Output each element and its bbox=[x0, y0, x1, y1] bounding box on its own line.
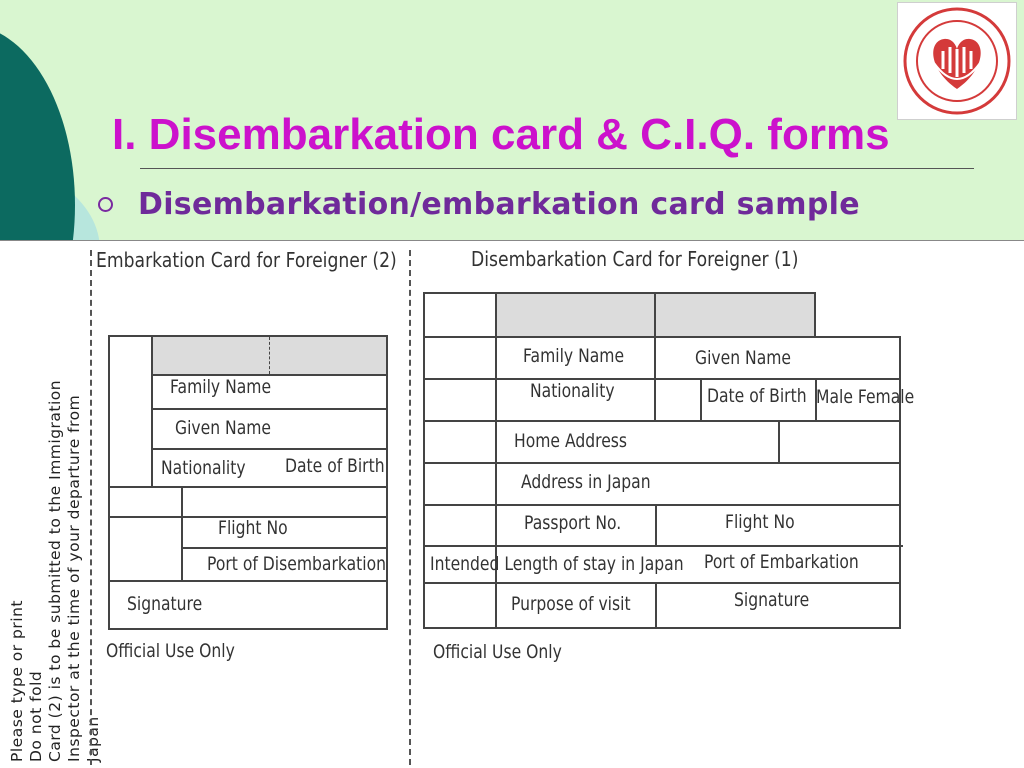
card1-grid-line bbox=[423, 336, 901, 338]
bullet-text: Disembarkation/embarkation card sample bbox=[138, 187, 860, 222]
side-note-line: Do not fold bbox=[27, 670, 45, 762]
bullet-marker bbox=[98, 197, 113, 212]
card1-grid-line bbox=[654, 292, 656, 420]
card2-grid-line bbox=[151, 335, 153, 487]
card1-grid-line bbox=[423, 504, 901, 506]
side-note-line: Japan bbox=[84, 716, 102, 762]
card1-grid-line bbox=[423, 378, 901, 380]
card2-flight-no-label: Flight No bbox=[218, 517, 288, 539]
side-note-line: Card (2) is to be submitted to the Immigration bbox=[46, 379, 64, 762]
card1-date-of-birth-label: Date of Birth bbox=[707, 385, 807, 407]
card1-grid-line bbox=[814, 292, 816, 338]
card1-grid-line bbox=[423, 420, 901, 422]
card1-home-address-label: Home Address bbox=[514, 430, 628, 452]
perforation-line-middle bbox=[409, 250, 411, 765]
perforation-line-left bbox=[90, 250, 92, 765]
card2-shaded-divider bbox=[269, 337, 270, 374]
card1-port-label: Port of Embarkation bbox=[704, 551, 859, 573]
card1-top-right-gap bbox=[898, 292, 902, 336]
card1-purpose-label: Purpose of visit bbox=[511, 593, 631, 615]
card1-given-name-label: Given Name bbox=[695, 347, 792, 369]
card2-date-of-birth-label: Date of Birth bbox=[285, 455, 385, 477]
card2-family-name-label: Family Name bbox=[170, 376, 272, 398]
card2-grid-line bbox=[181, 547, 387, 549]
card1-address-japan-label: Address in Japan bbox=[521, 471, 651, 493]
card2-signature-label: Signature bbox=[127, 593, 203, 615]
card1-signature-label: Signature bbox=[734, 589, 810, 611]
card1-official-use-label: Official Use Only bbox=[433, 641, 562, 663]
card1-grid-line bbox=[778, 420, 780, 463]
card1-grid-line bbox=[655, 504, 657, 546]
college-logo bbox=[897, 2, 1017, 120]
side-note-line: Inspector at the time of your departure from bbox=[65, 394, 83, 762]
card2-header: Embarkation Card for Foreigner (2) bbox=[96, 248, 397, 272]
card2-grid-line bbox=[108, 486, 387, 488]
side-note bbox=[8, 252, 102, 762]
slide-title: I. Disembarkation card & C.I.Q. forms bbox=[112, 110, 890, 159]
side-note-line: Please type or print bbox=[8, 600, 26, 762]
card1-top-right-gap bbox=[815, 292, 901, 294]
card1-grid-line bbox=[495, 292, 497, 629]
card1-grid-line bbox=[423, 582, 901, 584]
card1-grid-line bbox=[655, 582, 657, 629]
card1-header: Disembarkation Card for Foreigner (1) bbox=[471, 247, 799, 271]
title-divider bbox=[140, 168, 974, 169]
card2-grid-line bbox=[181, 486, 183, 581]
card2-grid-line bbox=[151, 408, 387, 410]
card1-stay-label: Intended Length of stay in Japan bbox=[430, 553, 684, 575]
heart-emblem-icon bbox=[898, 3, 1016, 119]
card2-port-label: Port of Disembarkation bbox=[207, 553, 387, 575]
card2-grid-line bbox=[151, 448, 387, 450]
card2-nationality-label: Nationality bbox=[161, 457, 246, 479]
card2-given-name-label: Given Name bbox=[175, 417, 272, 439]
card1-passport-label: Passport No. bbox=[524, 512, 622, 534]
card1-flight-no-label: Flight No bbox=[725, 511, 795, 533]
card1-nationality-label: Nationality bbox=[530, 380, 615, 402]
card1-grid-line bbox=[423, 462, 901, 464]
card2-grid-line bbox=[108, 580, 387, 582]
card1-family-name-label: Family Name bbox=[523, 345, 625, 367]
card2-official-use-label: Official Use Only bbox=[106, 640, 235, 662]
card1-grid-line bbox=[423, 545, 903, 547]
card1-grid-line bbox=[700, 378, 702, 421]
card1-sex-label: Male Female bbox=[816, 386, 915, 408]
